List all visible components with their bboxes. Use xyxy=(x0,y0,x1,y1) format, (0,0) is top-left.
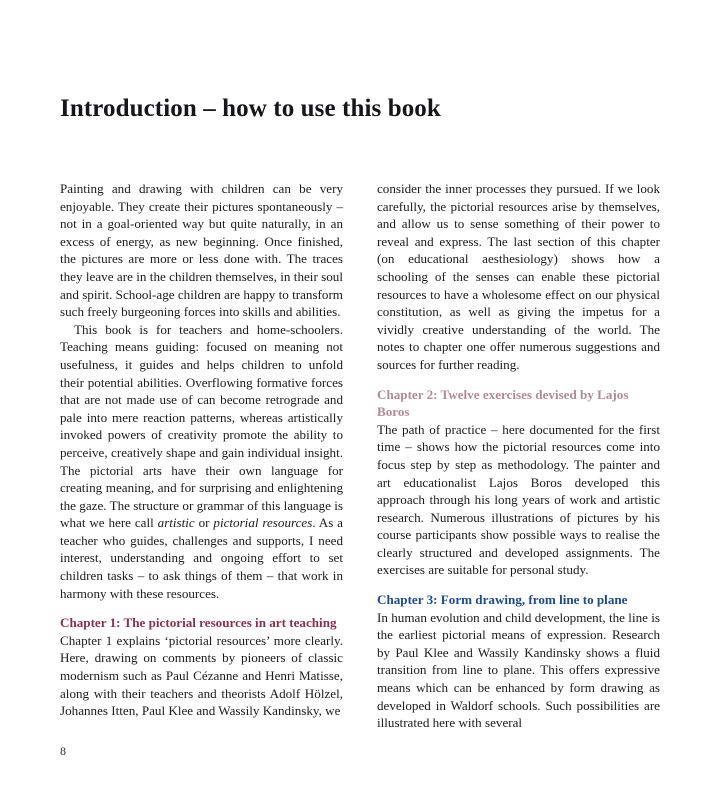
paragraph-intro-2: This book is for teachers and home-schoolers. Teaching means guiding: focused on meaning not usefulness, it guides and helps children to unfold their potential abilities. Overflowing formative forces that are not made use of can become retrograde and pale into mere reaction patterns, whereas artistically invoked powers of creativity promote the ability to perceive, creatively shape and gain individual insight. The pictorial arts have their own language for creating meaning, and for surprising and enlightening the gaze. The structure or grammar of this language is what we here call artistic or pictorial resources. As a teacher who guides, challenges and supports, I need interest, understanding and ongoing effort to set children tasks – to ask things of them – that work in harmony with these resources. xyxy=(60,321,343,601)
chapter-1-heading: Chapter 1: The pictorial resources in art teaching xyxy=(60,615,337,631)
page-title: Introduction – how to use this book xyxy=(60,94,441,122)
chapter-2-heading: Chapter 2: Twelve exercises devised by Lajos Boros xyxy=(377,386,629,420)
chapter-1-body: Chapter 1 explains ‘pictorial resources’ more clearly. Here, drawing on comments by pioneers of classic modernism such as Paul Cézanne and Henri Matisse, along with their teachers and theorists Adolf Hölzel, Johannes Itten, Paul Klee and Wassily Kandinsky, we xyxy=(60,632,343,719)
left-column xyxy=(60,180,343,732)
paragraph-continued: consider the inner processes they pursued. If we look carefully, the pictorial resources arise by themselves, and allow us to sense something of their power to reveal and express. The last section of this chapter (on educational aesthesiology) shows how a schooling of the senses can enable these pictorial resources to have a wholesome effect on our physical constitution, as well as giving the impetus for a vividly creative understanding of the world. The notes to chapter one offer numerous suggestions and sources for further reading. xyxy=(377,181,660,372)
chapter-3-body: In human evolution and child development, the line is the earliest pictorial means of expression. Research by Paul Klee and Wassily Kandinsky shows a fluid transition from line to plane. This offers expressive means which can be enhanced by form drawing as developed in Waldorf schools. Such possibilities are illustrated here with several xyxy=(377,609,660,731)
chapter-3-heading: Chapter 3: Form drawing, from line to plane xyxy=(377,592,628,608)
right-column xyxy=(377,180,660,732)
page-number: 8 xyxy=(60,744,66,758)
paragraph-intro-1: Painting and drawing with children can be very enjoyable. They create their pictures spontaneously – not in a goal-oriented way but quite naturally, in an excess of energy, as new beginning. Once finished, the pictures are more or less done with. The traces they leave are in the children themselves, in their soul and spirit. School-age children are happy to transform such freely burgeoning forces into skills and abilities. xyxy=(60,181,343,320)
text-columns xyxy=(60,180,660,732)
chapter-2-body: The path of practice – here documented for the first time – shows how the pictorial resources come into focus step by step as methodology. The painter and art educationalist Lajos Boros developed this approach through his long years of work and artistic research. Numerous illustrations of pictures by his course participants show possible ways to realise the clearly structured and developed assignments. The exercises are suitable for personal study. xyxy=(377,421,660,578)
